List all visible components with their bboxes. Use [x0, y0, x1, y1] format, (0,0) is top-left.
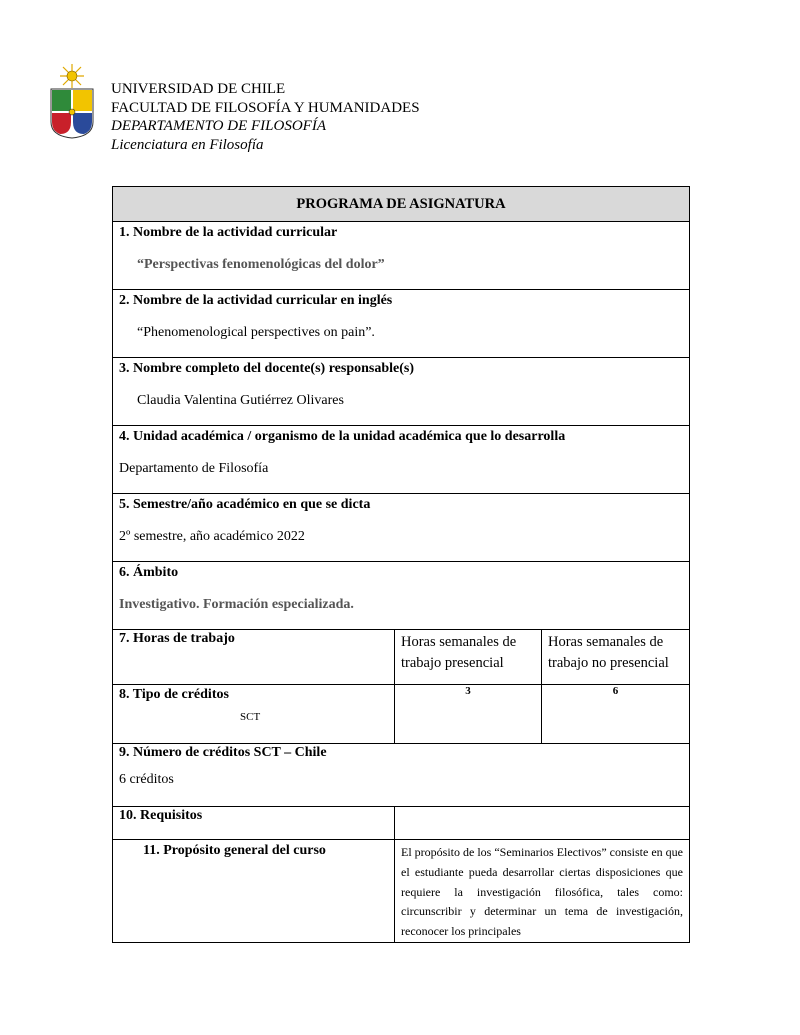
- section-academic-unit: [113, 426, 690, 494]
- section-label: 1. Nombre de la actividad curricular: [119, 225, 338, 240]
- section-scope: [113, 562, 690, 630]
- section-work-hours-label: 7. Horas de trabajo: [113, 630, 395, 685]
- section-label: 9. Número de créditos SCT – Chile: [119, 745, 327, 760]
- section-credit-type: [113, 685, 395, 744]
- department-name: DEPARTAMENTO DE FILOSOFÍA: [111, 118, 326, 134]
- in-person-hours-value: 3: [395, 685, 542, 744]
- section-label: 8. Tipo de créditos: [119, 687, 229, 702]
- remote-hours-value: 6: [542, 685, 690, 744]
- faculty-name: FACULTAD DE FILOSOFÍA Y HUMANIDADES: [111, 99, 420, 116]
- university-coat-of-arms-logo: [48, 62, 96, 140]
- section-course-name: [113, 222, 690, 290]
- section-value: “Perspectivas fenomenológicas del dolor”: [137, 257, 385, 272]
- section-label: 4. Unidad académica / organismo de la unidad académica que lo desarrolla: [119, 429, 566, 444]
- section-value: Departamento de Filosofía: [119, 461, 269, 476]
- in-person-hours-header: Horas semanales de trabajo presencial: [395, 630, 542, 685]
- section-value: “Phenomenological perspectives on pain”.: [137, 325, 375, 340]
- section-requirements-value: [395, 807, 690, 840]
- section-value: Claudia Valentina Gutiérrez Olivares: [137, 393, 344, 408]
- section-semester: [113, 494, 690, 562]
- section-label: 2. Nombre de la actividad curricular en inglés: [119, 293, 393, 308]
- remote-hours-header: Horas semanales de trabajo no presencial: [542, 630, 690, 685]
- table-title: PROGRAMA DE ASIGNATURA: [113, 187, 690, 222]
- credit-type-value: SCT: [240, 711, 261, 723]
- institution-header: [111, 80, 420, 154]
- section-credit-count: [113, 744, 690, 807]
- section-label: 6. Ámbito: [119, 565, 179, 580]
- program-name: Licenciatura en Filosofía: [111, 136, 264, 153]
- section-purpose-label: 11. Propósito general del curso: [113, 840, 395, 943]
- section-value: 6 créditos: [119, 772, 174, 787]
- course-program-table: [112, 186, 690, 943]
- section-label: 3. Nombre completo del docente(s) responsable(s): [119, 361, 415, 376]
- section-value: Investigativo. Formación especializada.: [119, 597, 354, 612]
- section-value: 2º semestre, año académico 2022: [119, 529, 305, 544]
- section-course-name-english: [113, 290, 690, 358]
- university-name: UNIVERSIDAD DE CHILE: [111, 81, 286, 97]
- section-label: 5. Semestre/año académico en que se dicta: [119, 497, 371, 512]
- section-teacher: [113, 358, 690, 426]
- section-requirements-label: 10. Requisitos: [113, 807, 395, 840]
- section-purpose-value: El propósito de los “Seminarios Electivos” consiste en que el estudiante pueda desarrollar ciertas disposiciones que requiere la investigación filosófica, tales como: circunscribir y determinar un tema de investigación, reconocer los principales: [395, 840, 690, 943]
